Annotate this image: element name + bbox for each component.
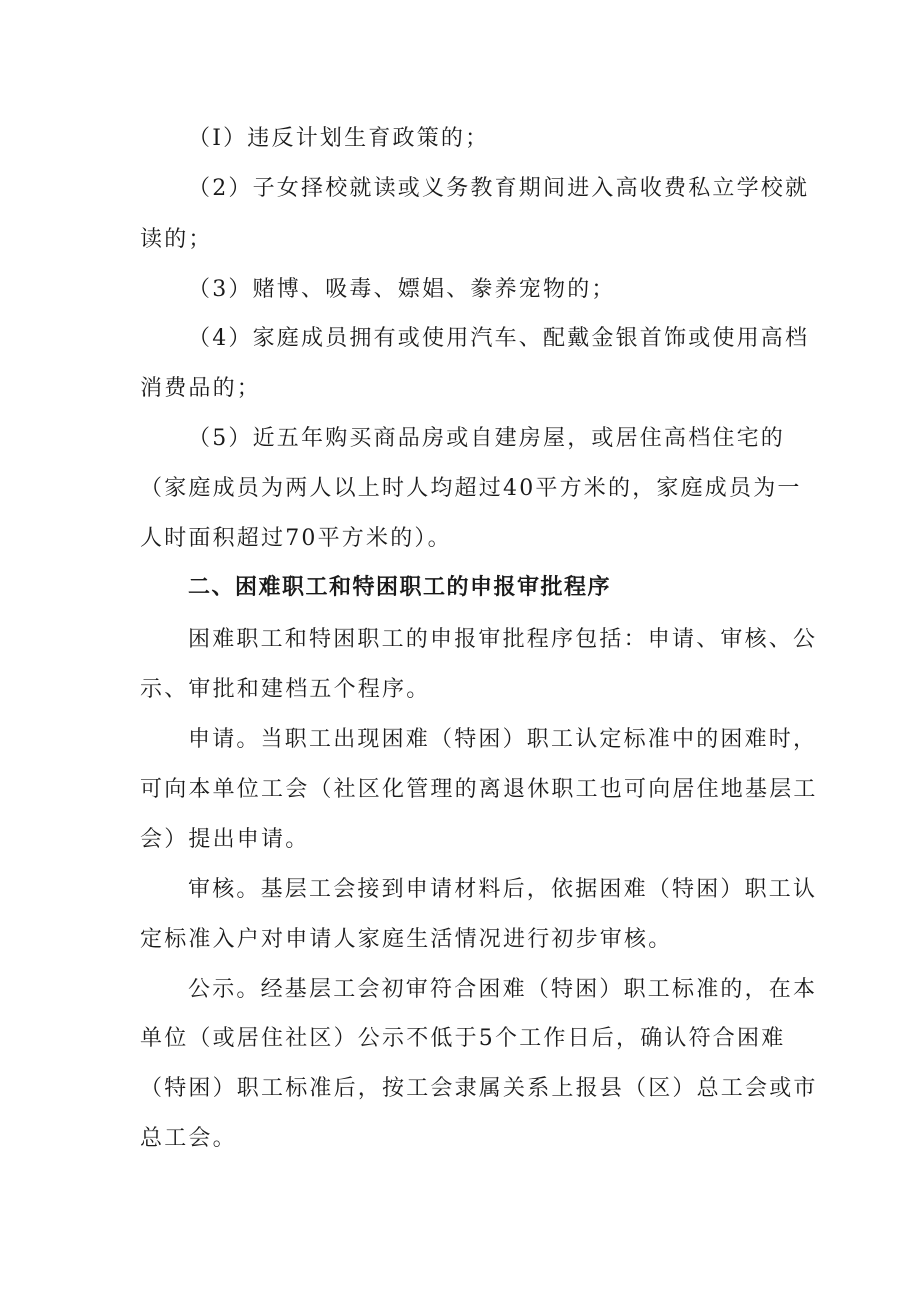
list-item-4-line-2: 消费品的； (140, 376, 262, 401)
publicity-paragraph-line-4: 总工会。 (140, 1126, 237, 1151)
publicity-paragraph-line-1: 公示。经基层工会初审符合困难（特困）职工标准的，在本 (188, 977, 818, 1002)
list-item-2-line-2: 读的； (140, 227, 213, 252)
intro-paragraph-line-1: 困难职工和特困职工的申报审批程序包括：申请、审核、公 (188, 627, 818, 652)
publicity-paragraph-line-2: 单位（或居住社区）公示不低于5个工作日后，确认符合困难 (140, 1026, 786, 1051)
section-heading: 二、困难职工和特困职工的申报审批程序 (188, 575, 612, 600)
list-item-1: （I）违反计划生育政策的； (188, 126, 490, 151)
intro-paragraph-line-2: 示、审批和建档五个程序。 (140, 677, 431, 702)
review-paragraph-line-2: 定标准入户对申请人家庭生活情况进行初步审核。 (140, 927, 673, 952)
list-item-2-line-1: （2）子女择校就读或义务教育期间进入高收费私立学校就 (188, 176, 810, 201)
review-paragraph-line-1: 审核。基层工会接到申请材料后，依据困难（特困）职工认 (188, 877, 818, 902)
list-item-5-line-3: 人时面积超过70平方米的）。 (140, 526, 452, 551)
publicity-paragraph-line-3: （特困）职工标准后，按工会隶属关系上报县（区）总工会或市 (140, 1076, 818, 1101)
apply-paragraph-line-1: 申请。当职工出现困难（特困）职工认定标准中的困难时， (188, 727, 818, 752)
list-item-4-line-1: （4）家庭成员拥有或使用汽车、配戴金银首饰或使用高档 (188, 326, 810, 351)
list-item-5-line-2: （家庭成员为两人以上时人均超过40平方米的，家庭成员为一 (140, 476, 802, 501)
apply-paragraph-line-3: 会）提出申请。 (140, 827, 310, 852)
list-item-5-line-1: （5）近五年购买商品房或自建房屋，或居住高档住宅的 (188, 426, 785, 451)
list-item-3: （3）赌博、吸毒、嫖娼、豢养宠物的； (188, 277, 616, 302)
apply-paragraph-line-2: 可向本单位工会（社区化管理的离退休职工也可向居住地基层工 (140, 777, 818, 802)
